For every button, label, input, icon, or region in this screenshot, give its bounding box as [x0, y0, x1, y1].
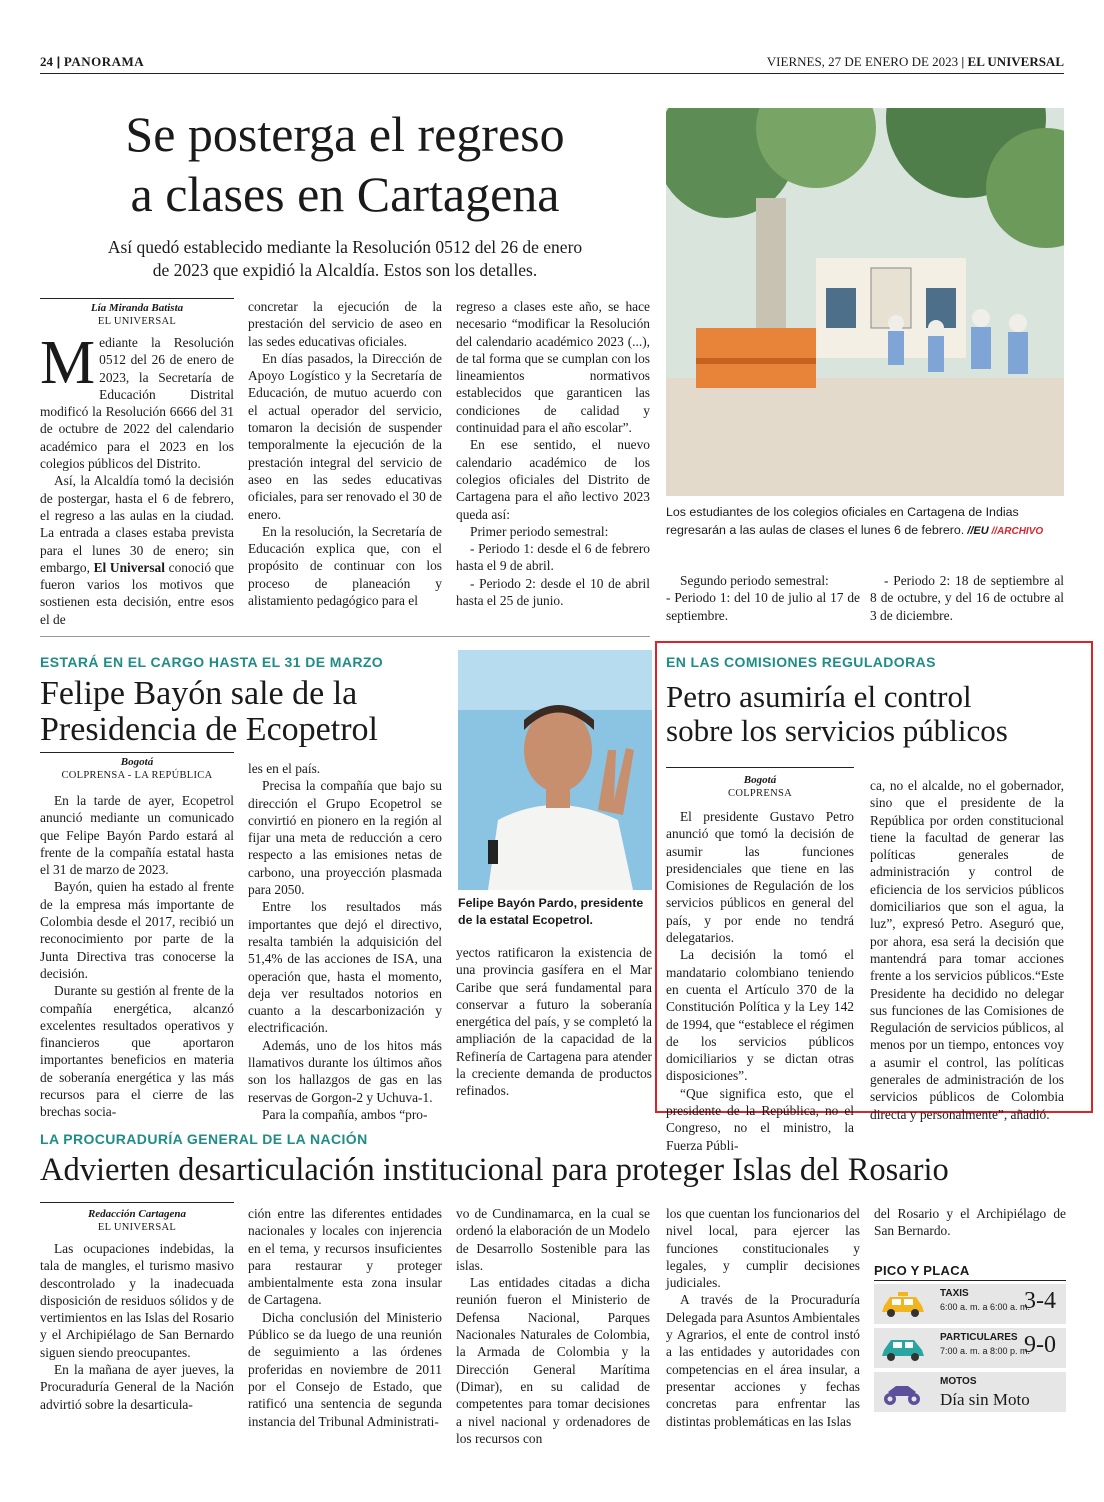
bayon-photo-caption: Felipe Bayón Pardo, presidente de la estatal Ecopetrol.	[458, 896, 644, 927]
article4-col3: vo de Cundinamarca, en la cual se ordenó la elaboración de un Modelo de Desarrollo Sostenible para las islas. Las entidades citadas a dicha reunión fueron el Ministerio de Defensa Nacional, Parques Nacionales Naturales de Colombia, la Armada de Colombia y la Dirección General Marítima (Dimar), en su calidad de competentes para tomar decisiones a nivel nacional y ordenadores de los recursos con	[456, 1206, 650, 1446]
article2-col1: En la tarde de ayer, Ecopetrol anunció mediante un comunicado que Felipe Bayón Pardo estará al frente de la compañía estatal hasta el 31 de marzo de 2023. Bayón, quien ha estado al frente de la empresa más importante de Colombia desde el 2017, recibió un reconocimiento por parte de la Junta Directiva tras conocerse la decisión. Durante su gestión al frente de la compañía energética, alcanzó excelentes resultados operativos y financieros que aportaron importantes beneficios en materia de soberanía energética y las más recursos para el cierre de las brechas socia-	[40, 793, 234, 1120]
pico-placa-hours: 7:00 a. m. a 8:00 p. m.	[940, 1346, 1031, 1356]
school-photo	[666, 108, 1064, 496]
article4-col4: los que cuentan los funcionarios del nivel local, para ejercer las funciones constitucionales y legales, y cumplir decisiones judiciales. A través de la Procuraduría Delegada para Asuntos Ambientales y Agrarios, el ente de control instó a las entidades y autoridades con competencias en el área insular, a presentar acciones y fechas concretas para enfrentar las distintas problemáticas en las Islas	[666, 1206, 860, 1429]
pico-placa-row-motos	[874, 1372, 1066, 1412]
article3-col2: ca, no el alcalde, no el gobernador, sino que el presidente de la República por orden constitucional tiene la facultad de generar las políticas generales de administración y control de eficiencia de los servicios públicos domiciliarios que son el agua, la luz”, expresó Petro. Aseguró que, por ahora, esa será la decisión que mantendrá para tomar acciones frente a los servicios públicos.“Este Presidente ha decidido no delegar sus funciones de las Comisiones de Regulación de servicios públicos, al menos por un tiempo, entonces voy a asumir el control, las políticas generales de administración de los servicios públicos de Colombia directa y personalmente”, añadió.	[870, 778, 1064, 1122]
pico-placa-hours: 6:00 a. m. a 6:00 a. m.	[940, 1302, 1031, 1312]
bayon-photo	[458, 650, 652, 890]
byline-rule	[40, 298, 234, 299]
article2-col3: yectos ratificaron la existencia de una provincia gasífera en el Mar Caribe que será fundamental para conservar a futuro la soberanía energética del país, y se completó la ampliación de la capacidad de la Refinería de Cartagena para atender la creciente demanda de productos refinados.	[456, 945, 652, 1099]
article2-byline-rule	[40, 752, 234, 753]
section-divider-1	[40, 636, 650, 637]
publication-name: EL UNIVERSAL	[967, 54, 1064, 69]
credit-eu: //EU	[964, 525, 989, 537]
article2-col2: les en el país. Precisa la compañía que bajo su dirección el Grupo Ecopetrol se convirtió en pionero en la región al fijar una meta de reducción a cero respecto a las emisiones netas de carbono, una proyección plasmada para 2050. Entre los resultados más importantes que dejó el directivo, resalta también la adquisición del 51,4% de las acciones de ISA, una operación que, hasta el momento, deja ver resultados notorios en cuanto a la descarbonización y electrificación. Además, uno de los hitos más llamativos durante los últimos años son los hallazgos de gas en las reservas de Gorgon-2 y Uchuva-1. Para la compañía, ambos “pro-	[248, 761, 442, 1122]
article3-kicker: EN LAS COMISIONES REGULADORAS	[666, 654, 936, 670]
article4-byline: Redacción Cartagena EL UNIVERSAL	[87, 1208, 187, 1233]
article1-col5: - Periodo 2: 18 de septiembre al 8 de octubre, y del 16 de octubre al 3 de diciembre.	[870, 573, 1064, 623]
drop-cap: M	[40, 329, 96, 397]
taxi-icon	[880, 1292, 926, 1318]
article1-byline: Lía Miranda Batista EL UNIVERSAL	[90, 302, 184, 327]
pico-placa-value: 3-4	[1024, 1288, 1056, 1314]
pico-placa-label: TAXIS	[940, 1288, 969, 1299]
page-number: 24	[40, 54, 53, 69]
pico-placa-label: PARTICULARES	[940, 1332, 1018, 1343]
article4-headline: Advierten desarticulación institucional para proteger Islas del Rosario	[40, 1152, 949, 1188]
article3-byline-rule	[666, 767, 854, 768]
issue-date: VIERNES, 27 DE ENERO DE 2023	[766, 54, 959, 69]
article4-kicker: LA PROCURADURÍA GENERAL DE LA NACIÓN	[40, 1131, 368, 1147]
article3-col1: El presidente Gustavo Petro anunció que tomó la decisión de asumir las funciones presidenciales que tiene en las Comisiones de Regulación de los servicios públicos en general del país, y por ende no tendrá delegatarios. La decisión la tomó el mandatario colombiano teniendo en cuenta el Artículo 370 de la Constitución Política y la Ley 142 de 1994, que “establece el régimen de los servicios públicos domiciliarios y se dictan otras disposiciones”. “Que significa esto, que el presidente de la República, no el Congreso, no el ministro, la Fuerza Públi-	[666, 809, 854, 1153]
section-name: PANORAMA	[63, 54, 145, 69]
pico-placa-row-particulares	[874, 1328, 1066, 1368]
pico-placa-title: PICO Y PLACA	[874, 1263, 970, 1278]
article1-headline: Se posterga el regreso a clases en Cartagena	[125, 106, 565, 222]
article1-deck: Así quedó establecido mediante la Resolución 0512 del 26 de enero de 2023 que expidió la Alcaldía. Estos son los detalles.	[107, 237, 583, 280]
car-icon	[880, 1336, 926, 1362]
article4-col1: Las ocupaciones indebidas, la tala de mangles, el turismo masivo descontrolado y la inadecuada disposición de residuos sólidos y de vertimientos en las Islas del Rosario y el Archipiélago de San Bernardo siguen siendo preocupantes. En la mañana de ayer jueves, la Procuraduría General de la Nación advirtió sobre la desarticula-	[40, 1241, 234, 1412]
article1-col1: Mediante la Resolución 0512 del 26 de enero de 2023, la Secretaría de Educación Distrital modificó la Resolución 6666 del 31 de octubre de 2022 del calendario académico para el 2023 en los colegios públicos del Distrito. Así, la Alcaldía tomó la decisión de postergar, hasta el 6 de febrero, el regreso a las aulas en la ciudad. La entrada a clases estaba prevista para el lunes 30 de enero; sin embargo, El Universal conoció que fueron varios los motivos que sostienen esta decisión, entre esos el de	[40, 329, 234, 627]
school-scene-illustration	[666, 108, 1064, 496]
article3-headline: Petro asumiría el control sobre los servicios públicos	[666, 679, 1008, 748]
pico-placa-row-taxis	[874, 1284, 1066, 1324]
article1-col4: Segundo periodo semestral: - Periodo 1: del 10 de julio al 17 de septiembre.	[666, 573, 860, 623]
pico-placa-rule	[874, 1280, 1066, 1281]
credit-archive: //ARCHIVO	[988, 526, 1044, 537]
pico-placa-value: 9-0	[1024, 1332, 1056, 1358]
header-rule	[40, 73, 1064, 74]
school-photo-caption: Los estudiantes de los colegios oficiales en Cartagena de Indias regresarán a las aulas de clases el lunes 6 de febrero. //EU //ARCHIVO	[666, 505, 1044, 537]
pico-placa-value: Día sin Moto	[940, 1390, 1030, 1409]
article4-col2: ción entre las diferentes entidades nacionales y locales con injerencia en el tema, y recursos insuficientes para restaurar y proteger ambientalmente esta zona insular de Cartagena. Dicha conclusión del Ministerio Público se da luego de una reunión de seguimiento a las órdenes proferidas en noviembre de 2011 por el Consejo de Estado, que ratificó una sentencia de segunda instancia del Tribunal Administrati-	[248, 1206, 442, 1429]
article2-kicker: ESTARÁ EN EL CARGO HASTA EL 31 DE MARZO	[40, 654, 384, 670]
article1-col2: concretar la ejecución de la prestación del servicio de aseo en las sedes educativas oficiales. En días pasados, la Dirección de Apoyo Logístico y la Secretaría de Educación, de mutuo acuerdo con el actual operador del servicio, tomaron la decisión de suspender temporalmente la ejecución de la prestación integral del servicio de aseo en las sedes educativas oficiales, para ser renovado el 30 de enero. En la resolución, la Secretaría de Educación explica que, con el propósito de continuar con los proceso de planeación y alistamiento pedagógico para el	[248, 299, 442, 609]
motorcycle-icon	[882, 1380, 922, 1406]
article4-byline-rule	[40, 1202, 234, 1203]
article3-byline: Bogotá COLPRENSA	[728, 774, 792, 799]
article4-col5: del Rosario y el Archipiélago de San Bernardo.	[874, 1206, 1066, 1239]
page-header: 24 | PANORAMA VIERNES, 27 DE ENERO DE 2023 | EL UNIVERSAL	[40, 54, 1064, 69]
pico-placa-label: MOTOS	[940, 1376, 977, 1387]
bayon-portrait-illustration	[458, 650, 652, 890]
article2-headline: Felipe Bayón sale de la Presidencia de Ecopetrol	[40, 675, 378, 748]
article1-col3: regreso a clases este año, se hace necesario “modificar la Resolución del calendario académico 2023 (...), de tal forma que se cumplan con los lineamientos normativos establecidos que garanticen las condiciones de calidad y continuidad para el año escolar”. En ese sentido, el nuevo calendario académico de los colegios oficiales del Distrito de Cartagena para el año lectivo 2023 queda así: Primer periodo semestral: - Periodo 1: desde el 6 de febrero hasta el 9 de abril. - Periodo 2: desde el 10 de abril hasta el 25 de junio.	[456, 299, 650, 609]
article2-byline: Bogotá COLPRENSA - LA REPÚBLICA	[61, 756, 213, 781]
